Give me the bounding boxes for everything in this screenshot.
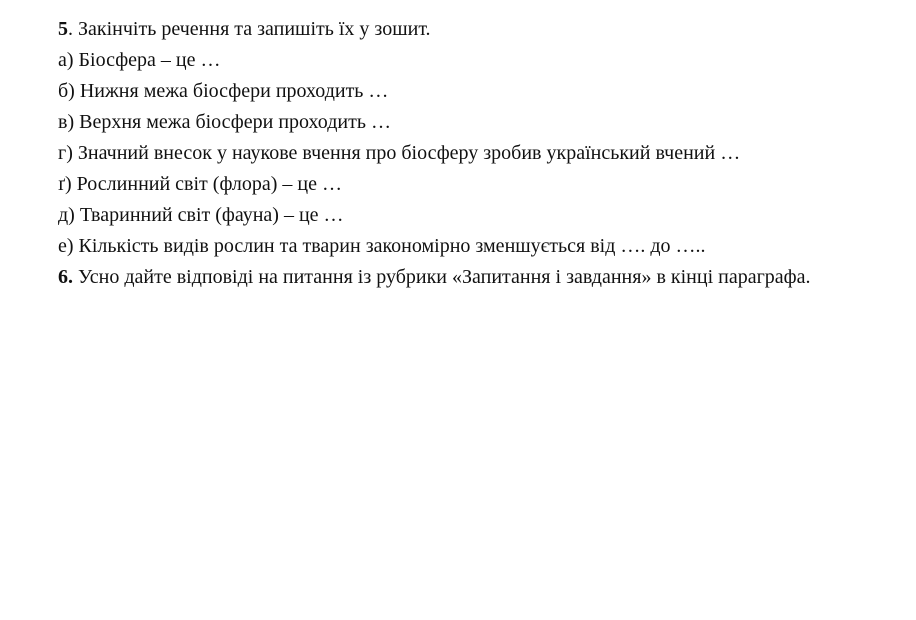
- task-5-number: 5: [58, 18, 68, 40]
- task-5-item-b: б) Нижня межа біосфери проходить …: [58, 80, 389, 102]
- task-5-title: . Закінчіть речення та запишіть їх у зошит.: [68, 18, 431, 40]
- task-5-item-d: д) Тваринний світ (фауна) – це …: [58, 204, 344, 226]
- task-5-item-h: г) Значний внесок у наукове вчення про біосферу зробив український вчений …: [58, 142, 741, 164]
- document-page: [58, 14, 855, 293]
- task-5-item-a: а) Біосфера – це …: [58, 49, 221, 71]
- task-6-text: Усно дайте відповіді на питання із рубрики «Запитання і завдання» в кінці параграфа.: [73, 266, 811, 288]
- task-5-item-v: в) Верхня межа біосфери проходить …: [58, 111, 391, 133]
- task-6-number: 6.: [58, 266, 73, 288]
- task-5-heading: [58, 14, 855, 45]
- task-6-paragraph: [58, 262, 855, 293]
- task-5-item-g: ґ) Рослинний світ (флора) – це …: [58, 173, 343, 195]
- task-5-item-e: е) Кількість видів рослин та тварин закономірно зменшується від …. до …..: [58, 235, 706, 257]
